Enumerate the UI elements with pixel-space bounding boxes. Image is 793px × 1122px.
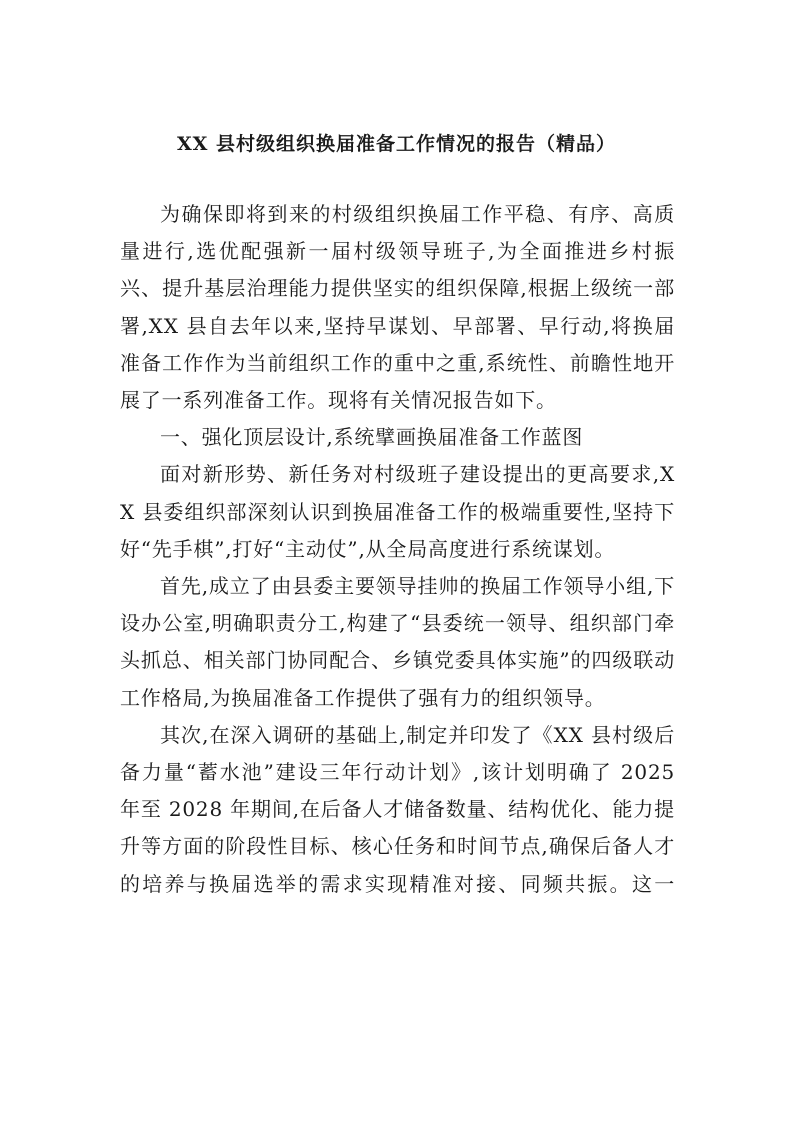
paragraph-context: 面对新形势、新任务对村级班子建设提出的更高要求,XX 县委组织部深刻认识到换届准备工作的极端重要性,坚持下好“先手棋”,打好“主动仗”,从全局高度进行系统谋划。: [120, 462, 675, 561]
document-title: XX 县村级组织换届准备工作情况的报告（精品）: [176, 133, 617, 155]
paragraph-intro: 为确保即将到来的村级组织换届工作平稳、有序、高质量进行,选优配强新一届村级领导班子,为全面推进乡村振兴、提升基层治理能力提供坚实的组织保障,根据上级统一部署,XX 县自去年以来,坚持早谋划、早部署、早行动,将换届准备工作作为当前组织工作的重中之重,系统性、前瞻性地开展了一系列准备工作。现将有关情况报告如下。: [120, 202, 675, 413]
paragraph-second: 其次,在深入调研的基础上,制定并印发了《XX 县村级后备力量“蓄水池”建设三年行动计划》,该计划明确了 2025 年至 2028 年期间,在后备人才储备数量、结构优化、能力提升等方面的阶段性目标、核心任务和时间节点,确保后备人才的培养与换届选举的需求实现精准对接、同频共振。这一: [120, 722, 675, 896]
section-heading-1: 一、强化顶层设计,系统擘画换届准备工作蓝图: [160, 425, 584, 450]
document-body: [120, 196, 675, 903]
paragraph-first: 首先,成立了由县委主要领导挂帅的换届工作领导小组,下设办公室,明确职责分工,构建了“县委统一领导、组织部门牵头抓总、相关部门协同配合、乡镇党委具体实施”的四级联动工作格局,为换届准备工作提供了强有力的组织领导。: [120, 574, 675, 710]
